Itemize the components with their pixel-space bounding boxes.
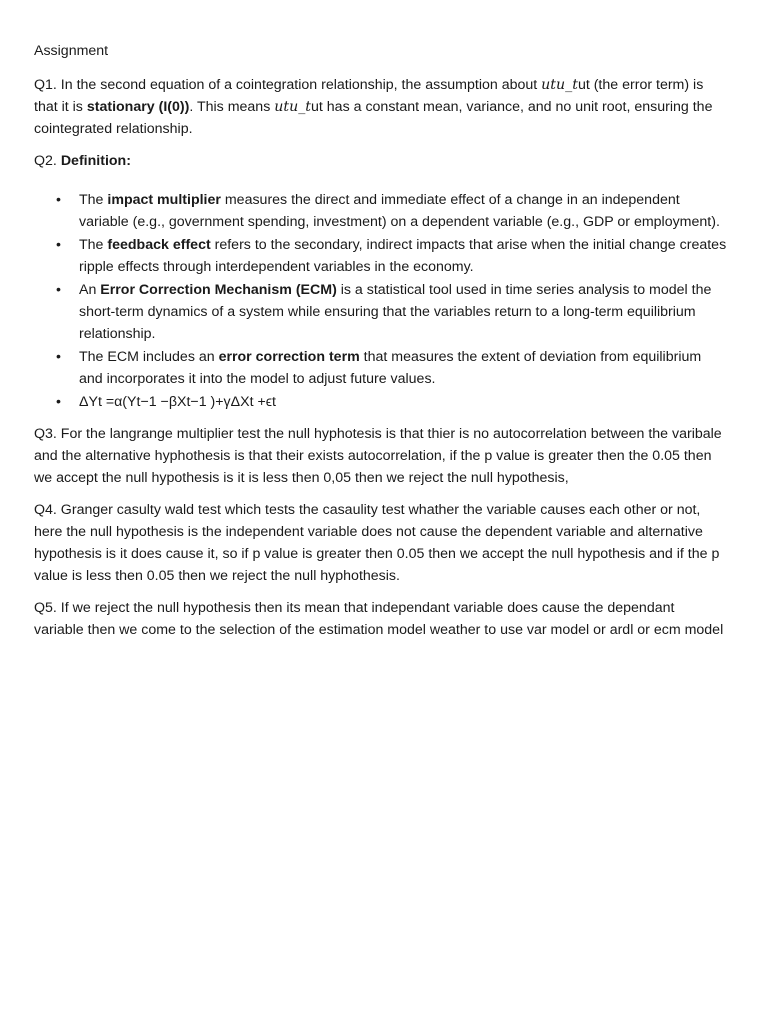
bullet-icon: •: [56, 394, 61, 410]
bullet-post: that measures the extent of deviation from equilibrium and incorporates it into the model to adjust future values.: [79, 349, 702, 387]
list-item: [34, 391, 728, 413]
q1-prefix: Q1. In the second equation of a cointegration relationship, the assumption about: [34, 77, 542, 93]
bullet-pre: An: [79, 282, 101, 298]
q2-bullet-list: [34, 189, 728, 413]
q1-mid-1: ut (the error term) is that it is: [34, 77, 704, 115]
list-item: [34, 279, 728, 345]
bullet-post: is a statistical tool used in time series analysis to model the short-term dynamics of a system while ensuring that the variables return to a long-term equilibrium relationship.: [79, 282, 712, 342]
bullet-post: refers to the secondary, indirect impacts that arise when the initial change creates ripple effects through interdependent variables in the economy.: [79, 237, 727, 275]
bullet-icon: •: [56, 282, 61, 298]
q2-heading-bold: Definition:: [60, 153, 131, 169]
ecm-equation: ΔYt =α(Yt−1 −βXt−1 )+γΔXt +ϵt: [79, 394, 276, 410]
q1-suffix: ut has a constant mean, variance, and no unit root, ensuring the cointegrated relationship.: [34, 99, 713, 137]
bullet-bold: Error Correction Mechanism (ECM): [100, 282, 337, 298]
q1-bold-term: stationary (I(0)): [86, 99, 190, 115]
bullet-icon: •: [56, 192, 61, 208]
document-page: [34, 40, 728, 651]
bullet-bold: impact multiplier: [107, 192, 221, 208]
q2-prefix: Q2.: [34, 153, 61, 169]
bullet-icon: •: [56, 237, 61, 253]
q3-paragraph: Q3. For the langrange multiplier test the null hyphotesis is that thier is no autocorrelation between the varibale and the alternative hyphothesis is that their exists autocorrelation, if the p value is greater then the 0.05 then we accept the null hypothesis is it is less then 0,05 then we reject the null hypothesis,: [34, 426, 722, 486]
q1-variable-2: utu_t: [274, 99, 312, 115]
q1-paragraph: [34, 74, 728, 140]
q1-mid-2: . This means: [189, 99, 275, 115]
bullet-bold: error correction term: [218, 349, 360, 365]
bullet-post: measures the direct and immediate effect of a change in an independent variable (e.g., government spending, investment) on a dependent variable (e.g., GDP or employment).: [79, 192, 720, 230]
q4-paragraph: Q4. Granger casulty wald test which tests the casaulity test whather the variable causes each other or not, here the null hypothesis is the independent variable does not cause the dependent variable and alternative hypothesis is it does cause it, so if p value is greater then 0.05 then we accept the null hypothesis and if the p value is less then 0.05 then we reject the null hyphothesis.: [34, 502, 720, 584]
list-item: [34, 234, 728, 278]
list-item: [34, 346, 728, 390]
bullet-pre: The ECM includes an: [79, 349, 219, 365]
list-item: [34, 189, 728, 233]
bullet-pre: The: [79, 192, 108, 208]
bullet-icon: •: [56, 349, 61, 365]
q2-heading: [34, 150, 728, 172]
q5-paragraph: Q5. If we reject the null hypothesis then its mean that independant variable does cause the dependant variable then we come to the selection of the estimation model weather to use var model or ardl or ecm model: [34, 600, 724, 638]
bullet-pre: The: [79, 237, 108, 253]
bullet-bold: feedback effect: [107, 237, 211, 253]
document-title: Assignment: [34, 43, 109, 59]
q1-variable-1: utu_t: [541, 77, 578, 93]
